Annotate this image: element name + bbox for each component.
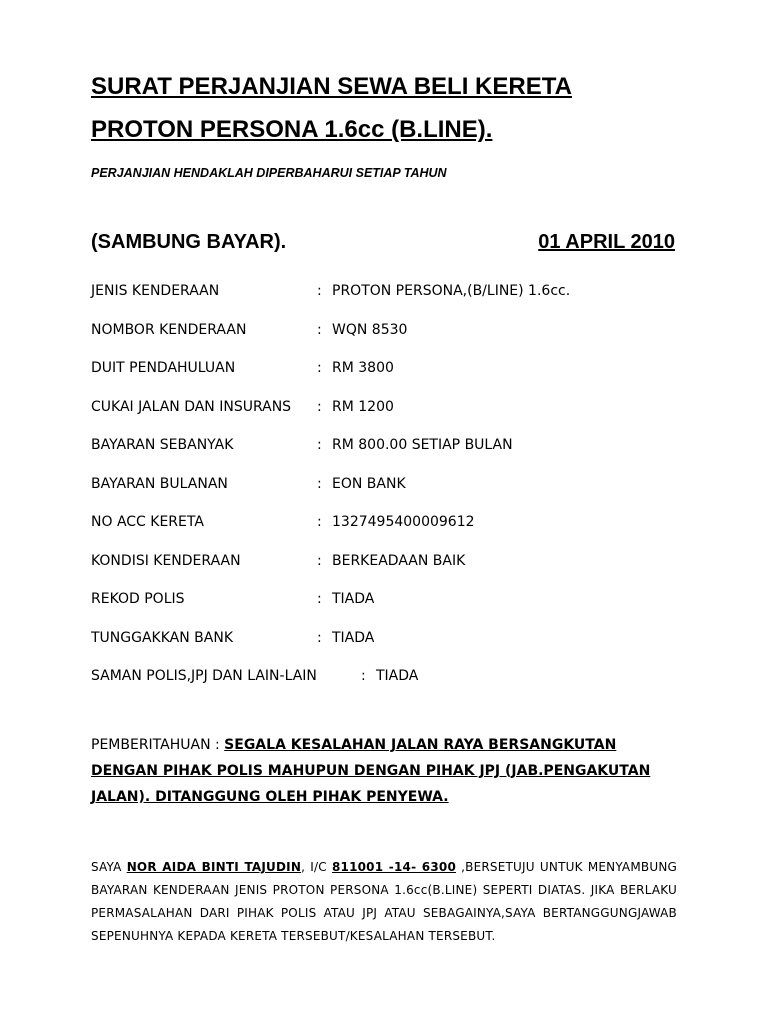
field-separator: : (317, 629, 322, 646)
field-label: JENIS KENDERAAN (91, 283, 220, 300)
field-value: WQN 8530 (332, 321, 408, 338)
field-value: RM 1200 (332, 398, 394, 415)
field-row-bank-arrears (91, 619, 691, 658)
field-row-monthly-payment-bank (91, 465, 691, 504)
field-value: RM 800.00 SETIAP BULAN (332, 437, 513, 454)
field-value: BERKEADAAN BAIK (332, 552, 466, 569)
field-separator: : (317, 552, 322, 569)
tenant-name: NOR AIDA BINTI TAJUDIN (126, 860, 302, 874)
declaration-body: ,BERSETUJU UNTUK MENYAMBUNG BAYARAN KENDERAAN JENIS PROTON PERSONA 1.6cc(B.LINE) SEPERTI DIATAS. JIKA BERLAKU PERMASALAHAN DARI PIHAK POLIS ATAU JPJ ATAU SEBAGAINYA,SAYA BERTANGGUNGJAWAB SEPENUHNYA KEPADA KERETA TERSEBUT/KESALAHAN TERSEBUT. (91, 860, 677, 943)
field-label: TUNGGAKKAN BANK (91, 629, 233, 646)
notice-block (91, 732, 681, 810)
declaration-prefix: SAYA (91, 860, 127, 874)
field-value: PROTON PERSONA,(B/LINE) 1.6cc. (332, 283, 571, 300)
field-separator: : (317, 475, 322, 492)
field-row-police-record (91, 580, 691, 619)
ic-number: 811001 -14- 6300 (331, 860, 456, 874)
field-row-vehicle-condition (91, 542, 691, 581)
field-label: KONDISI KENDERAAN (91, 552, 241, 569)
field-separator: : (317, 591, 322, 608)
field-row-vehicle-type (91, 272, 691, 311)
field-label: DUIT PENDAHULUAN (91, 360, 236, 377)
field-label: BAYARAN SEBANYAK (91, 437, 234, 454)
field-label: SAMAN POLIS,JPJ DAN LAIN-LAIN (91, 668, 317, 685)
notice-text: SEGALA KESALAHAN JALAN RAYA BERSANGKUTAN DENGAN PIHAK POLIS MAHUPUN DENGAN PIHAK JPJ (JAB.PENGAKUTAN JALAN). DITANGGUNG OLEH PIHAK PENYEWA. (91, 737, 651, 805)
field-row-car-account-number (91, 503, 691, 542)
declaration-paragraph (91, 856, 677, 948)
field-value: 1327495400009612 (332, 514, 475, 531)
document-title-line-1: SURAT PERJANJIAN SEWA BELI KERETA (91, 73, 572, 100)
field-label: CUKAI JALAN DAN INSURANS (91, 398, 292, 415)
field-row-vehicle-number (91, 311, 691, 350)
field-row-road-tax-insurance (91, 388, 691, 427)
field-label: BAYARAN BULANAN (91, 475, 228, 492)
field-row-summons (91, 657, 691, 696)
field-separator: : (317, 437, 322, 454)
field-value: TIADA (332, 629, 375, 646)
field-value: TIADA (332, 591, 375, 608)
field-value: EON BANK (332, 475, 406, 492)
section-heading: (SAMBUNG BAYAR). (91, 231, 287, 253)
field-separator: : (317, 514, 322, 531)
field-value: RM 3800 (332, 360, 394, 377)
field-row-down-payment (91, 349, 691, 388)
renewal-note: PERJANJIAN HENDAKLAH DIPERBAHARUI SETIAP TAHUN (91, 166, 447, 180)
field-row-payment-amount (91, 426, 691, 465)
field-value: TIADA (376, 668, 419, 685)
field-separator: : (317, 283, 322, 300)
vehicle-details-list (91, 272, 691, 696)
agreement-date: 01 APRIL 2010 (538, 231, 675, 253)
field-separator: : (317, 398, 322, 415)
field-label: NOMBOR KENDERAAN (91, 321, 247, 338)
field-separator: : (317, 360, 322, 377)
field-separator: : (317, 321, 322, 338)
field-label: REKOD POLIS (91, 591, 185, 608)
field-separator: : (361, 668, 366, 685)
ic-label: , I/C (301, 860, 332, 874)
field-label: NO ACC KERETA (91, 514, 204, 531)
document-title-line-2: PROTON PERSONA 1.6cc (B.LINE). (91, 116, 493, 143)
notice-label: PEMBERITAHUAN : (91, 737, 225, 753)
